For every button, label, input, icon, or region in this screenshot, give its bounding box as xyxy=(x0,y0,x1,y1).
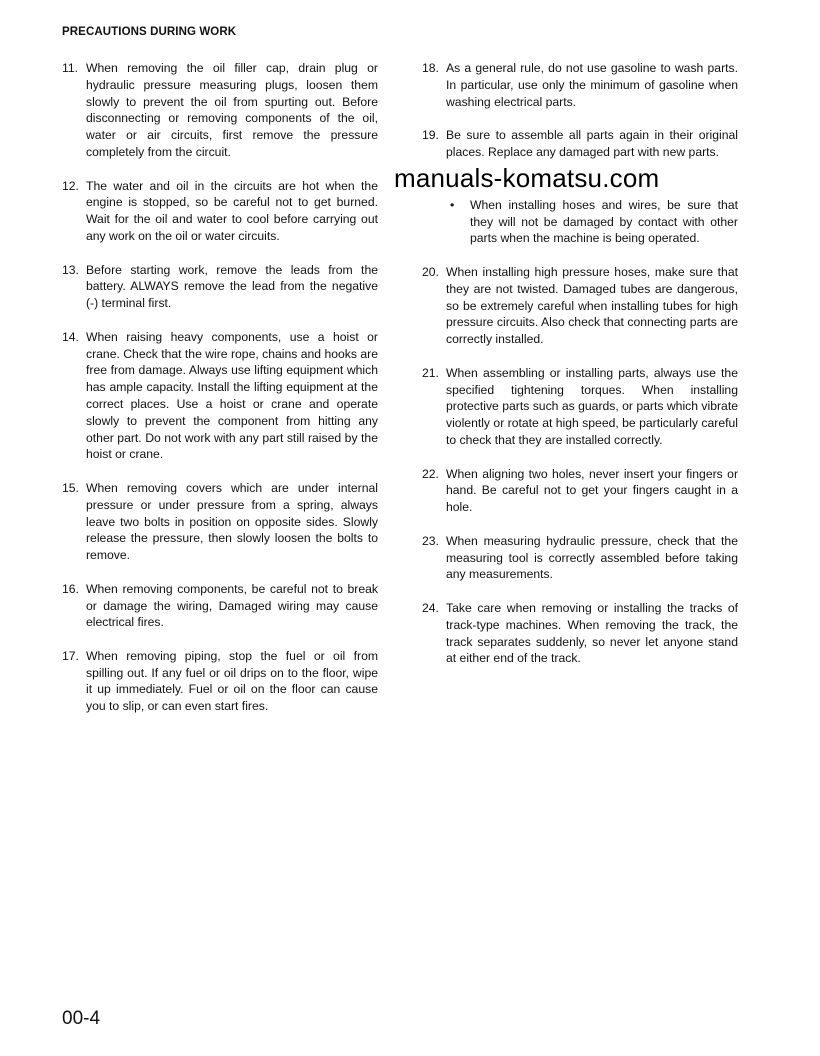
item-number: 23. xyxy=(422,533,439,548)
list-item xyxy=(422,264,738,348)
item-number: 12. xyxy=(62,178,79,193)
item-number: 20. xyxy=(422,264,439,279)
list-item xyxy=(62,329,378,463)
item-number: 15. xyxy=(62,480,79,495)
item-text: As a general rule, do not use gasoline to wash parts. In particular, use only the minimum of gasoline when washing electrical parts. xyxy=(446,61,738,109)
item-number: 18. xyxy=(422,61,439,75)
list-item xyxy=(422,127,738,161)
item-number: 24. xyxy=(422,600,439,615)
list-item xyxy=(422,600,738,667)
list-item xyxy=(62,480,378,564)
list-item xyxy=(62,60,378,161)
list-item xyxy=(422,466,738,516)
item-number: 19. xyxy=(422,128,439,143)
item-text: The water and oil in the circuits are hot when the engine is stopped, so be careful not to get burned. Wait for the oil and water to cool before carrying out any work on the oil or water circuits. xyxy=(86,178,378,243)
bullet-icon: • xyxy=(450,197,455,212)
item-text: When removing the oil filler cap, drain plug or hydraulic pressure measuring plugs, loosen them slowly to prevent the oil from spurting out. Before disconnecting or removing components of the oil, water or air circuits, first remove the pressure completely from the circuit. xyxy=(86,61,378,159)
right-column xyxy=(394,60,738,684)
item-text: When raising heavy components, use a hoist or crane. Check that the wire rope, chains and hooks are free from damage. Always use lifting equipment which has ample capacity. Install the lifting equipment at the correct places. Use a hoist or crane and operate slowly to prevent the component from hitting any other part. Do not work with any part still raised by the hoist or crane. xyxy=(86,329,378,462)
list-item xyxy=(62,178,378,245)
item-text: When measuring hydraulic pressure, check that the measuring tool is correctly assembled before taking any measurements. xyxy=(446,533,738,582)
list-item xyxy=(62,648,378,715)
list-item xyxy=(422,60,738,110)
item-number: 16. xyxy=(62,581,79,596)
list-item xyxy=(62,262,378,312)
item-number: 11. xyxy=(62,61,79,75)
item-number: 22. xyxy=(422,466,439,481)
page-number: 00-4 xyxy=(62,1008,101,1029)
list-item xyxy=(422,365,738,449)
item-text: When removing components, be careful not to break or damage the wiring, Damaged wiring may cause electrical fires. xyxy=(86,581,378,630)
item-text: When removing piping, stop the fuel or oil from spilling out. If any fuel or oil drips on to the floor, wipe it up immediately. Fuel or oil on the floor can cause you to slip, or can even start fires. xyxy=(86,648,378,714)
section-title: PRECAUTIONS DURING WORK xyxy=(62,26,237,38)
item-number: 17. xyxy=(62,648,79,663)
item-text: Take care when removing or installing the tracks of track-type machines. When removing the track, the track separates suddenly, so never let anyone stand at either end of the track. xyxy=(446,600,738,666)
item-text: When removing covers which are under internal pressure or under pressure from a spring, always leave two bolts in position on opposite sides. Slowly release the pressure, then slowly loosen the bolts to remove. xyxy=(86,480,378,563)
bullet-item xyxy=(446,197,738,247)
item-text: When installing high pressure hoses, make sure that they are not twisted. Damaged tubes are dangerous, so be extremely careful when installing tubes for high pressure circuits. Also check that connecting parts are correctly installed. xyxy=(446,264,738,347)
item-number: 13. xyxy=(62,262,79,277)
list-item xyxy=(62,581,378,631)
item-text: When aligning two holes, never insert your fingers or hand. Be careful not to get your fingers caught in a hole. xyxy=(446,466,738,515)
watermark: manuals-komatsu.com xyxy=(394,162,660,193)
item-text: Before starting work, remove the leads from the battery. ALWAYS remove the lead from the negative (-) terminal first. xyxy=(86,262,378,311)
left-column xyxy=(62,60,378,732)
list-item xyxy=(422,533,738,583)
item-number: 14. xyxy=(62,329,79,344)
bullet-text: When installing hoses and wires, be sure that they will not be damaged by contact with other parts when the machine is being operated. xyxy=(470,197,738,246)
item-number: 21. xyxy=(422,365,439,380)
item-text: When assembling or installing parts, always use the specified tightening torques. When installing protective parts such as guards, or parts which vibrate violently or rotate at high speed, be particularly careful to check that they are installed correctly. xyxy=(446,365,738,447)
item-text: Be sure to assemble all parts again in their original places. Replace any damaged part with new parts. xyxy=(446,128,738,159)
